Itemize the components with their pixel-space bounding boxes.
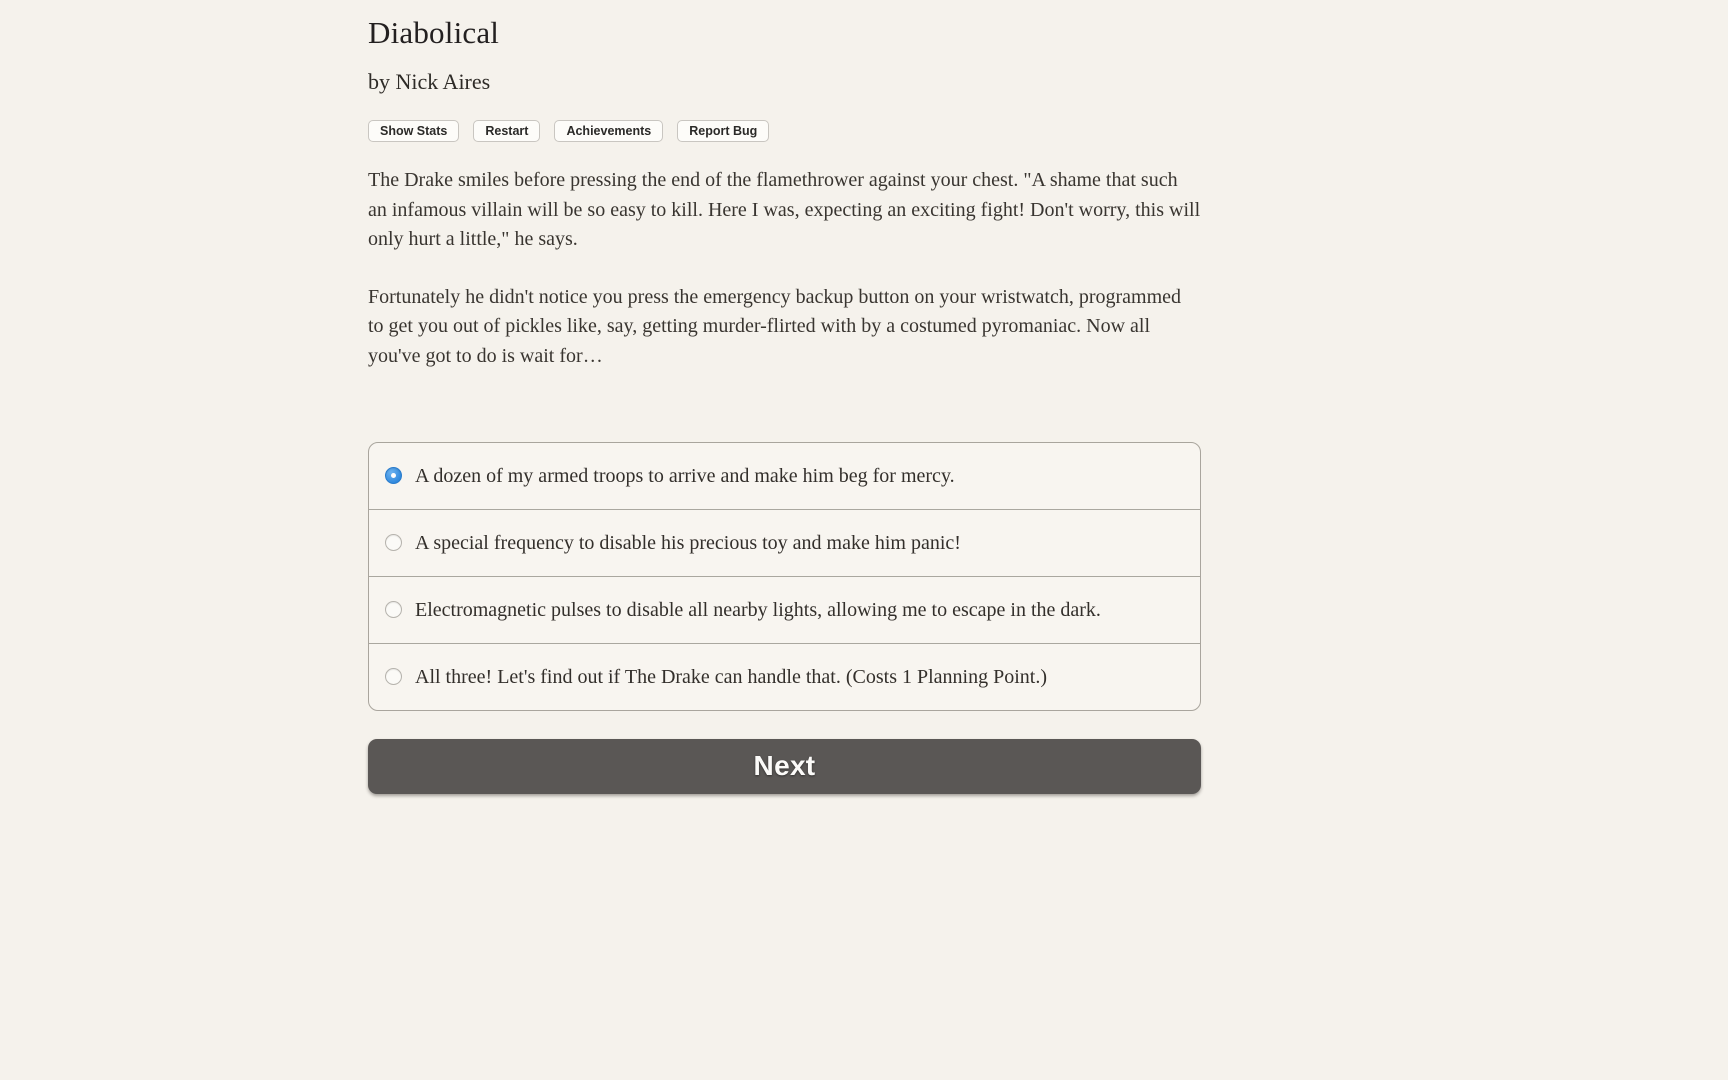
report-bug-button[interactable]: Report Bug bbox=[677, 120, 769, 142]
story-paragraph: The Drake smiles before pressing the end of the flamethrower against your chest. "A shame that such an infamous villain will be so easy to kill. Here I was, expecting an exciting fight! Don't worry, this will only hurt a little," he says. bbox=[368, 169, 1201, 251]
choice-option-1[interactable] bbox=[369, 443, 1200, 509]
choice-option-3[interactable] bbox=[369, 576, 1200, 643]
story-text bbox=[368, 166, 1201, 372]
radio-button[interactable] bbox=[385, 601, 402, 618]
toolbar bbox=[368, 120, 1201, 142]
choice-option-2[interactable] bbox=[369, 509, 1200, 576]
radio-button[interactable] bbox=[385, 534, 402, 551]
next-button[interactable]: Next bbox=[368, 739, 1201, 794]
choice-option-label: Electromagnetic pulses to disable all nearby lights, allowing me to escape in the dark. bbox=[415, 598, 1101, 621]
achievements-button[interactable]: Achievements bbox=[554, 120, 663, 142]
game-title: Diabolical bbox=[368, 15, 500, 50]
radio-button[interactable] bbox=[385, 668, 402, 685]
choice-option-label: A special frequency to disable his precious toy and make him panic! bbox=[415, 531, 961, 554]
choice-option-label: A dozen of my armed troops to arrive and make him beg for mercy. bbox=[415, 464, 955, 487]
restart-button[interactable]: Restart bbox=[473, 120, 540, 142]
choice-option-label: All three! Let's find out if The Drake can handle that. (Costs 1 Planning Point.) bbox=[415, 665, 1047, 688]
story-paragraph: Fortunately he didn't notice you press the emergency backup button on your wristwatch, programmed to get you out of pickles like, say, getting murder-flirted with by a costumed pyromaniac. Now all you've got to do is wait for… bbox=[368, 285, 1182, 367]
radio-button[interactable] bbox=[385, 467, 402, 484]
choice-list bbox=[368, 442, 1201, 711]
game-page bbox=[368, 0, 1201, 794]
choice-option-4[interactable] bbox=[369, 643, 1200, 710]
show-stats-button[interactable]: Show Stats bbox=[368, 120, 459, 142]
author-byline: by Nick Aires bbox=[368, 69, 491, 94]
